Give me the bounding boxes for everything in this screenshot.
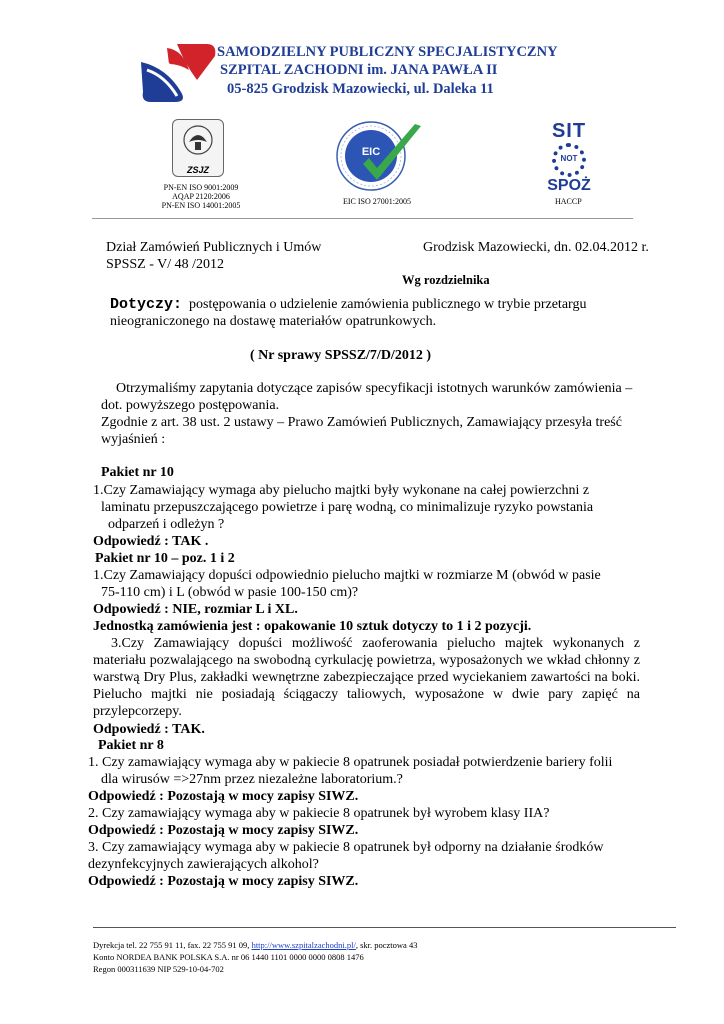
haccp-label: HACCP <box>555 197 582 206</box>
iso-line: PN-EN ISO 14001:2005 <box>161 201 241 210</box>
eic-logo-text: EIC <box>361 146 381 158</box>
footer-divider <box>93 927 676 928</box>
subject-text: postępowania o udzielenie zamówienia publicznego w trybie przetargu <box>189 297 587 312</box>
iso-certifications <box>160 183 242 210</box>
intro-line4: wyjaśnień : <box>101 432 166 447</box>
footer-bank: Konto NORDEA BANK POLSKA S.A. nr 06 1440 1101 0000 0000 0808 1476 <box>93 952 364 962</box>
intro-line2: dot. powyższego postępowania. <box>101 398 280 413</box>
website-link[interactable]: http://www.szpitalzachodni.pl/ <box>251 940 356 950</box>
eic-label: EIC ISO 27001:2005 <box>343 197 411 206</box>
zsjz-logo <box>172 119 224 177</box>
iso-line: PN-EN ISO 9001:2009 <box>163 183 239 192</box>
reference-number: SPSSZ - V/ 48 /2012 <box>106 257 224 272</box>
question-text: 75-110 cm) i L (obwód w pasie 100-150 cm)? <box>101 585 359 600</box>
case-number: ( Nr sprawy SPSSZ/7/D/2012 ) <box>250 348 431 363</box>
answer-text: Odpowiedź : Pozostają w mocy zapisy SIWZ. <box>88 823 359 838</box>
spoz-text: SPOŻ <box>547 177 591 194</box>
header-divider <box>92 218 633 219</box>
package-8-title: Pakiet nr 8 <box>98 738 164 753</box>
sit-not-spoz-logo <box>545 121 593 193</box>
gear-icon <box>552 143 586 177</box>
iso-line: AQAP 2120:2006 <box>172 192 230 201</box>
zsjz-logo-text: ZSJZ <box>186 165 209 175</box>
package-10-pos-title: Pakiet nr 10 – poz. 1 i 2 <box>95 551 235 566</box>
department: Dział Zamówień Publicznych i Umów <box>106 240 322 255</box>
answer-text: Odpowiedź : Pozostają w mocy zapisy SIWZ. <box>88 789 359 804</box>
footer-line1 <box>93 939 417 951</box>
question-text: dla wirusów =>27nm przez niezależne laboratorium.? <box>101 772 403 787</box>
hospital-logo <box>137 40 219 106</box>
question-text: 3.Czy Zamawiający dopuści możliwość zaoferowania pielucho majtek wykonanych z materiału pozwalającego na swobodną cyrkulację powietrza, wyposażonych we wkład chłonny z warstwą Dry Plus, zakładki wewnętrzne zabezpieczające przed wyciekaniem zawartości na boki. Pielucho majtki nie posiadają ściągaczy taliowych, wyposażone w dwie pary zapięć na przylepcorzepy. <box>93 636 640 719</box>
question-text: dezynfekcyjnych zawierających alkohol? <box>88 857 319 872</box>
note-text: Jednostką zamówienia jest : opakowanie 10 sztuk dotyczy to 1 i 2 pozycji. <box>93 619 532 634</box>
subject-label: Dotyczy: <box>110 296 183 313</box>
subject-line1 <box>110 296 586 313</box>
sit-text: SIT <box>551 120 587 142</box>
answer-text: Odpowiedź : NIE, rozmiar L i XL. <box>93 602 298 617</box>
distribution: Wg rozdzielnika <box>402 273 490 287</box>
hospital-address: 05-825 Grodzisk Mazowiecki, ul. Daleka 11 <box>227 81 494 97</box>
footer-contact: Dyrekcja tel. 22 755 91 11, fax. 22 755 91 09, <box>93 940 250 950</box>
eagle-icon <box>173 120 223 160</box>
answer-text: Odpowiedź : Pozostają w mocy zapisy SIWZ. <box>88 874 359 889</box>
subject-line2: nieograniczonego na dostawę materiałów opatrunkowych. <box>110 314 437 329</box>
hospital-name-line1: SAMODZIELNY PUBLICZNY SPECJALISTYCZNY <box>217 44 558 60</box>
footer-pobox: , skr. pocztowa 43 <box>355 940 418 950</box>
question-text: 3. Czy zamawiający wymaga aby w pakiecie 8 opatrunek był odporny na działanie środków <box>88 840 604 855</box>
intro-line3: Zgodnie z art. 38 ust. 2 ustawy – Prawo Zamówień Publicznych, Zamawiający przesyła treść <box>101 415 622 430</box>
footer-regon-nip: Regon 000311639 NIP 529-10-04-702 <box>93 964 224 974</box>
package-10-title: Pakiet nr 10 <box>101 465 174 480</box>
question-text: laminatu przepuszczającego powietrze i parę wodną, co minimalizuje ryzyko powstania <box>101 500 594 515</box>
question-text: 1. Czy zamawiający wymaga aby w pakiecie 8 opatrunek posiadał potwierdzenie bariery folii <box>88 755 613 770</box>
question-text: 1.Czy Zamawiający dopuści odpowiednio pielucho majtki w rozmiarze M (obwód w pasie <box>93 568 601 583</box>
answer-text: Odpowiedź : TAK. <box>93 722 205 737</box>
place-and-date: Grodzisk Mazowiecki, dn. 02.04.2012 r. <box>423 240 649 255</box>
intro-line1: Otrzymaliśmy zapytania dotyczące zapisów specyfikacji istotnych warunków zamówienia – <box>116 381 633 396</box>
question-text: 1.Czy Zamawiający wymaga aby pielucho majtki były wykonane na całej powierzchni z <box>93 483 590 498</box>
not-text: NOT <box>560 154 578 163</box>
question-text: odparzeń i odleżyn ? <box>108 517 225 532</box>
answer-text: Odpowiedź : TAK . <box>93 534 209 549</box>
question-text: 2. Czy zamawiający wymaga aby w pakiecie 8 opatrunek był wyrobem klasy IIA? <box>88 806 550 821</box>
hospital-name-line2: SZPITAL ZACHODNI im. JANA PAWŁA II <box>220 62 498 78</box>
